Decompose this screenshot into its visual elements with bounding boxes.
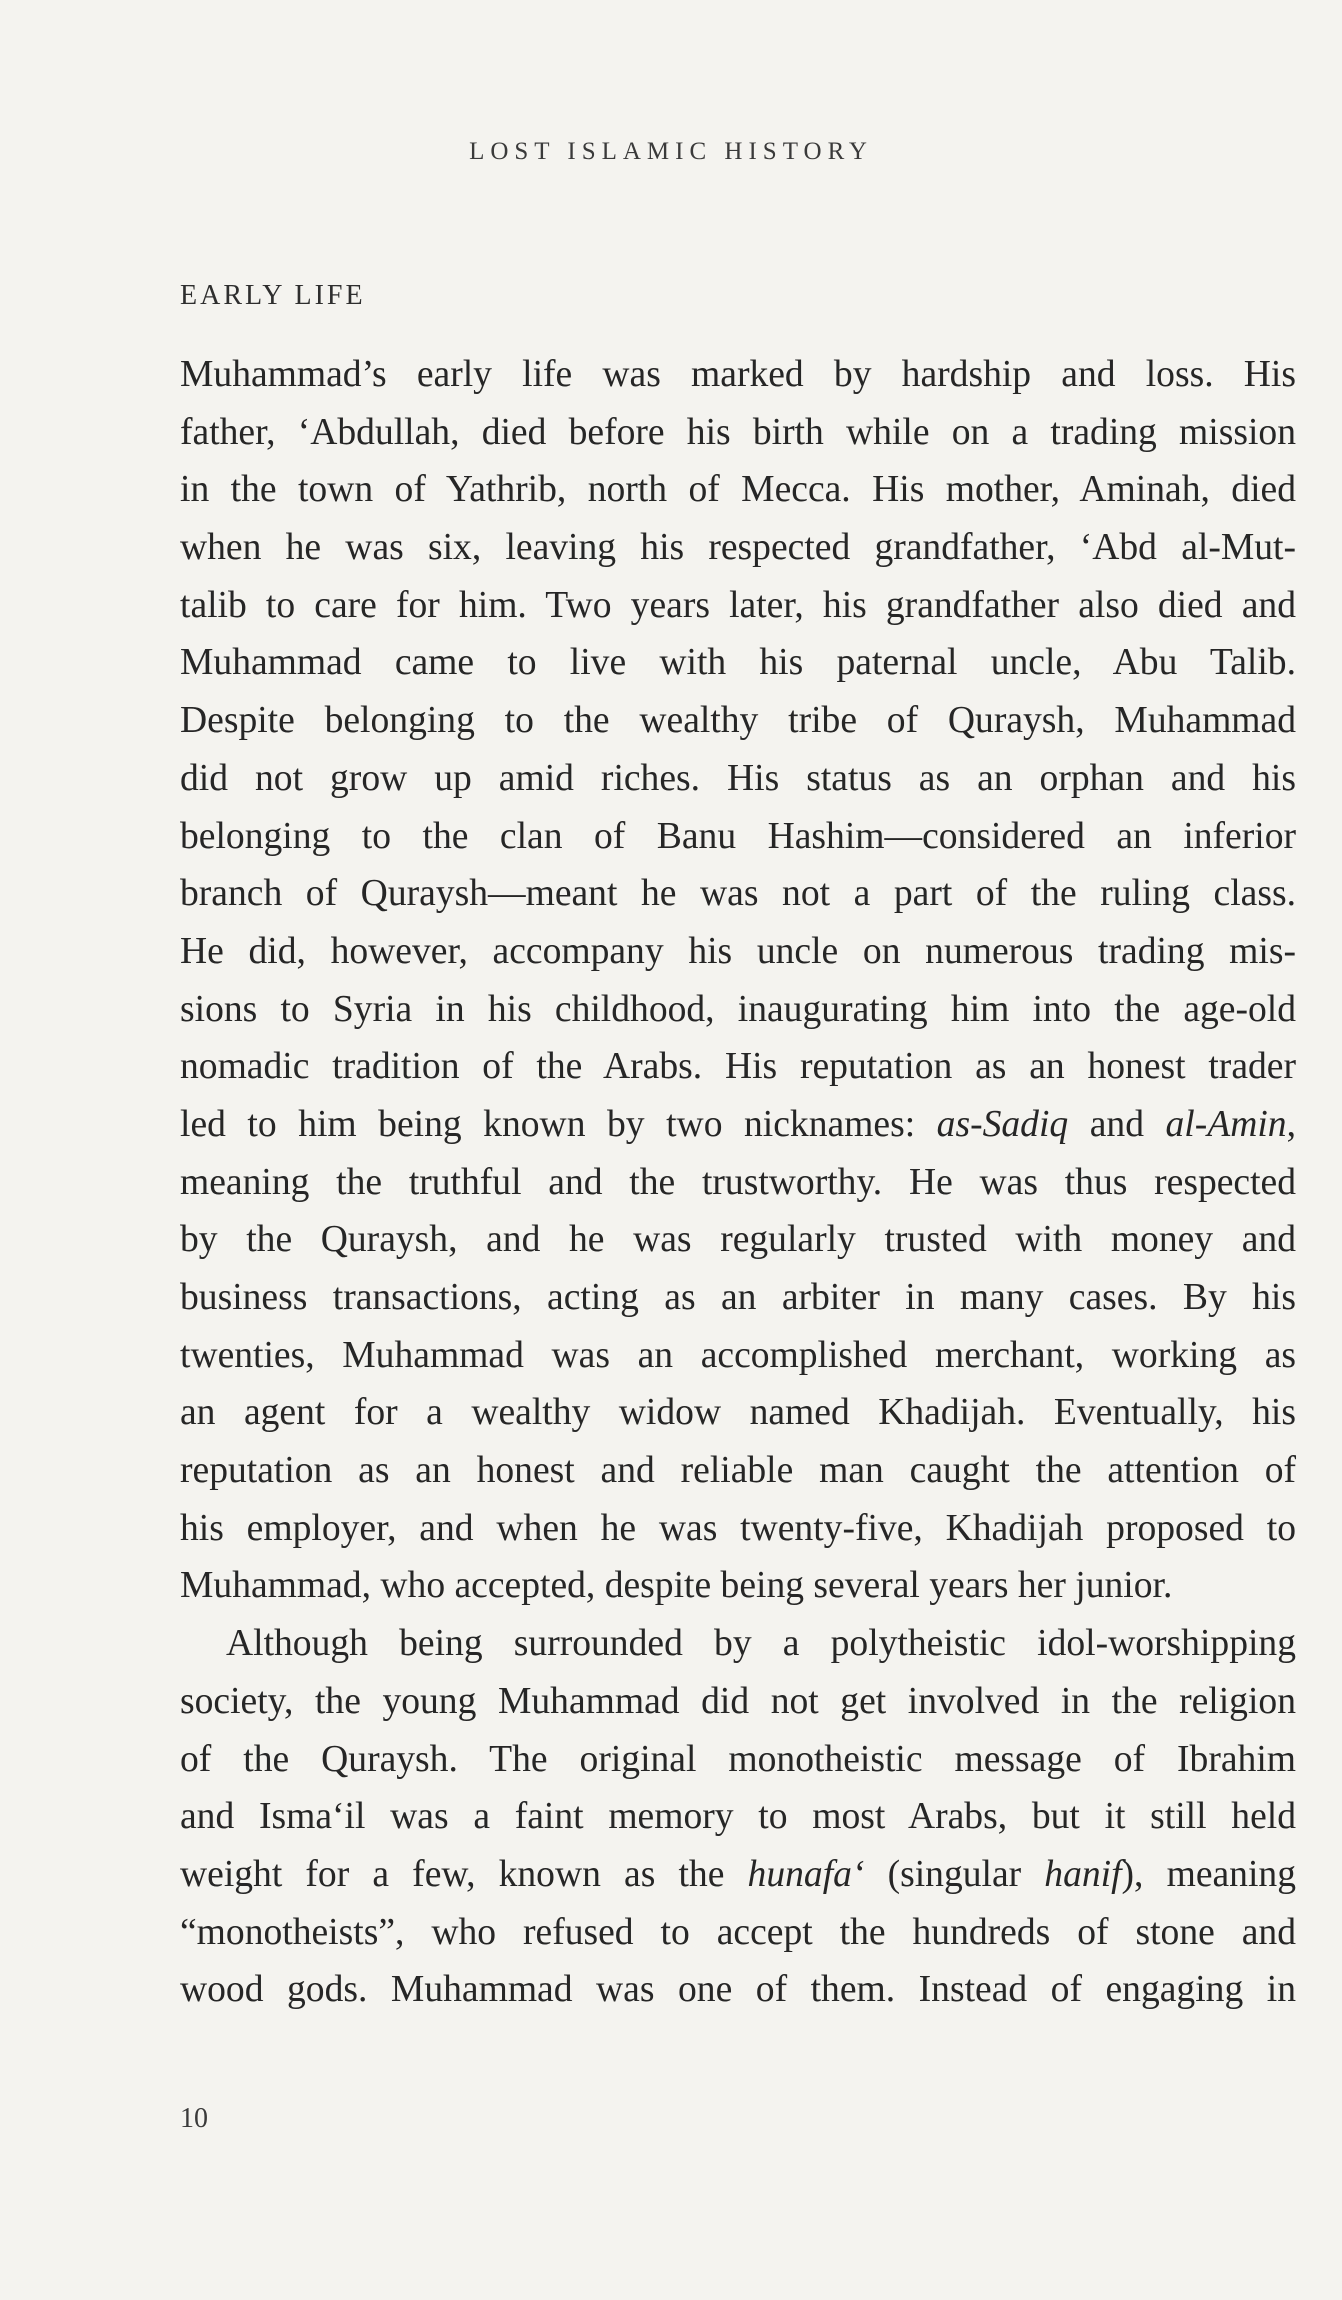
text-segment: and bbox=[1068, 1103, 1166, 1145]
text-line bbox=[180, 750, 1296, 808]
text-line bbox=[180, 1904, 1296, 1962]
text-segment: Although being surrounded by a polytheistic idol-worshipping bbox=[226, 1623, 1296, 1665]
text-line bbox=[180, 1442, 1296, 1500]
text-segment: led to him being known by two nicknames: bbox=[180, 1103, 937, 1145]
text-segment: when he was six, leaving his respected grandfather, ‘Abd al-Mut- bbox=[180, 527, 1296, 569]
italic-term: as-Sadiq bbox=[936, 1103, 1069, 1145]
text-line bbox=[180, 1384, 1296, 1442]
text-segment: Muhammad came to live with his paternal uncle, Abu Talib. bbox=[180, 642, 1296, 684]
italic-term: al-Amin bbox=[1165, 1103, 1287, 1145]
text-line bbox=[180, 1731, 1296, 1789]
text-line bbox=[180, 808, 1296, 866]
text-segment: weight for a few, known as the bbox=[180, 1853, 748, 1895]
text-line bbox=[180, 634, 1296, 692]
text-segment: sions to Syria in his childhood, inaugurating him into the age-old bbox=[180, 988, 1296, 1030]
text-line bbox=[180, 1327, 1296, 1385]
text-line bbox=[180, 692, 1296, 750]
italic-term: hunafa‘ bbox=[747, 1853, 865, 1895]
text-line bbox=[180, 1788, 1296, 1846]
text-segment: ), meaning bbox=[1121, 1853, 1296, 1895]
section-heading: EARLY LIFE bbox=[180, 280, 366, 311]
text-line bbox=[180, 519, 1296, 577]
text-segment: wood gods. Muhammad was one of them. Instead of engaging in bbox=[180, 1969, 1296, 2011]
text-line bbox=[180, 404, 1296, 462]
text-segment: in the town of Yathrib, north of Mecca. His mother, Aminah, died bbox=[180, 469, 1296, 511]
text-segment: (singular bbox=[864, 1853, 1045, 1895]
text-line bbox=[180, 1615, 1296, 1673]
text-segment: branch of Quraysh—meant he was not a part of the ruling class. bbox=[180, 873, 1296, 915]
text-segment: nomadic tradition of the Arabs. His reputation as an honest trader bbox=[180, 1046, 1296, 1088]
text-line bbox=[180, 461, 1296, 519]
text-line bbox=[180, 1269, 1296, 1327]
text-segment: his employer, and when he was twenty-five, Khadijah proposed to bbox=[180, 1507, 1296, 1549]
text-line bbox=[180, 1557, 1296, 1615]
text-segment: Despite belonging to the wealthy tribe of Quraysh, Muhammad bbox=[180, 700, 1296, 742]
text-line bbox=[180, 1673, 1296, 1731]
text-segment: father, ‘Abdullah, died before his birth while on a trading mission bbox=[180, 411, 1296, 453]
text-segment: belonging to the clan of Banu Hashim—considered an inferior bbox=[180, 815, 1296, 857]
text-line bbox=[180, 923, 1296, 981]
text-line bbox=[180, 346, 1296, 404]
text-segment: twenties, Muhammad was an accomplished merchant, working as bbox=[180, 1334, 1296, 1376]
text-line bbox=[180, 1038, 1296, 1096]
text-line bbox=[180, 1961, 1296, 2019]
text-segment: Muhammad, who accepted, despite being several years her junior. bbox=[180, 1565, 1173, 1607]
text-segment: He did, however, accompany his uncle on numerous trading mis- bbox=[180, 930, 1296, 972]
body-text bbox=[180, 346, 1296, 2019]
text-segment: of the Quraysh. The original monotheistic message of Ibrahim bbox=[180, 1738, 1296, 1780]
text-segment: “monotheists”, who refused to accept the hundreds of stone and bbox=[180, 1911, 1296, 1953]
text-line bbox=[180, 1154, 1296, 1212]
text-line bbox=[180, 981, 1296, 1039]
italic-term: hanif bbox=[1044, 1853, 1122, 1895]
text-segment: society, the young Muhammad did not get involved in the religion bbox=[180, 1680, 1296, 1722]
text-line bbox=[180, 577, 1296, 635]
text-segment: did not grow up amid riches. His status as an orphan and his bbox=[180, 757, 1296, 799]
text-segment: talib to care for him. Two years later, his grandfather also died and bbox=[180, 584, 1296, 626]
text-segment: and Isma‘il was a faint memory to most Arabs, but it still held bbox=[180, 1796, 1296, 1838]
text-line bbox=[180, 1846, 1296, 1904]
text-segment: business transactions, acting as an arbiter in many cases. By his bbox=[180, 1277, 1296, 1318]
text-line bbox=[180, 865, 1296, 923]
running-head: LOST ISLAMIC HISTORY bbox=[469, 138, 873, 165]
text-segment: reputation as an honest and reliable man caught the attention of bbox=[180, 1450, 1296, 1492]
text-segment: meaning the truthful and the trustworthy. He was thus respected bbox=[180, 1161, 1296, 1203]
text-line bbox=[180, 1211, 1296, 1269]
text-line bbox=[180, 1096, 1296, 1154]
page-number: 10 bbox=[180, 2103, 208, 2134]
text-segment: , bbox=[1286, 1103, 1296, 1145]
text-segment: Muhammad’s early life was marked by hardship and loss. His bbox=[180, 354, 1296, 395]
text-segment: by the Quraysh, and he was regularly trusted with money and bbox=[180, 1219, 1296, 1261]
text-line bbox=[180, 1500, 1296, 1558]
text-segment: an agent for a wealthy widow named Khadijah. Eventually, his bbox=[180, 1392, 1296, 1434]
